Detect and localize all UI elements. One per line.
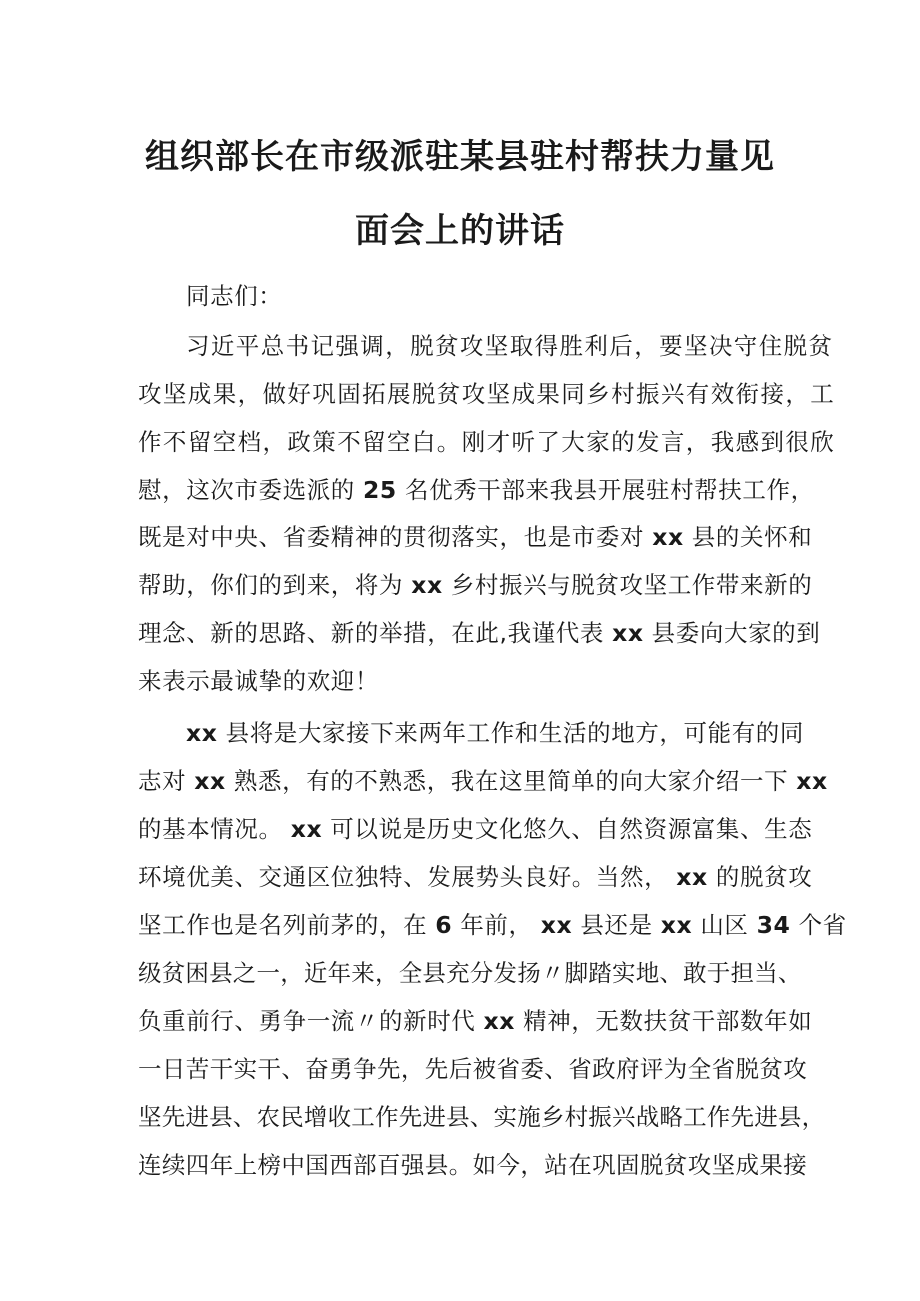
- body-line: 连续四年上榜中国西部百强县。如今，站在巩固脱贫攻坚成果接: [138, 1151, 808, 1179]
- text-run: 理念、新的思路、新的举措，在此,我谨代表: [138, 619, 604, 647]
- body-line: [138, 766, 828, 796]
- body-line: [138, 814, 812, 844]
- text-run: 乡村振兴与脱贫攻坚工作带来新的: [450, 571, 813, 599]
- placeholder-xx: xx: [411, 571, 443, 599]
- body-line: 作不留空档，政策不留空白。刚才听了大家的发言，我感到很欣: [138, 428, 836, 456]
- body-line: [138, 522, 812, 552]
- document-title-line-2: 面会上的讲话: [355, 211, 565, 251]
- body-line: 级贫困县之一，近年来，全县充分发扬〃脚踏实地、敢于担当、: [138, 959, 802, 987]
- placeholder-xx: xx: [194, 767, 226, 795]
- salutation: 同志们：: [186, 282, 283, 310]
- text-run: 慰，这次市委选派的: [138, 476, 355, 504]
- text-run: 坚工作也是名列前茅的，在: [138, 911, 428, 939]
- body-line: [138, 1006, 812, 1036]
- placeholder-xx: xx: [186, 719, 218, 747]
- placeholder-xx: xx: [483, 1007, 516, 1035]
- text-run: 既是对中央、省委精神的贯彻落实，也是市委对: [138, 523, 645, 551]
- placeholder-xx: xx: [660, 911, 693, 939]
- text-run: 的脱贫攻: [715, 863, 813, 891]
- text-run: 县的关怀和: [691, 523, 813, 551]
- body-line: 坚先进县、农民增收工作先进县、实施乡村振兴战略工作先进县，: [138, 1103, 826, 1131]
- placeholder-xx: xx: [290, 815, 323, 843]
- body-line: [138, 475, 815, 505]
- text-run: 负重前行、勇争一流〃的新时代: [138, 1007, 476, 1035]
- number-34: 34: [756, 911, 791, 939]
- text-run: 可以说是历史文化悠久、自然资源富集、生态: [330, 815, 813, 843]
- placeholder-xx: xx: [540, 911, 573, 939]
- body-line: 习近平总书记强调，脱贫攻坚取得胜利后，要坚决守住脱贫: [186, 332, 834, 360]
- body-line: 攻坚成果，做好巩固拓展脱贫攻坚成果同乡村振兴有效衔接，工: [138, 380, 836, 408]
- body-line: 来表示最诚挚的欢迎！: [138, 667, 379, 695]
- body-line: 一日苦干实干、奋勇争先，先后被省委、省政府评为全省脱贫攻: [138, 1055, 808, 1083]
- placeholder-xx: xx: [612, 619, 644, 647]
- text-run: 精神，无数扶贫干部数年如: [523, 1007, 813, 1035]
- body-line: [138, 910, 847, 940]
- text-run: 名优秀干部来我县开展驻村帮扶工作，: [404, 476, 815, 504]
- text-run: 年前，: [460, 911, 533, 939]
- text-run: 熟悉，有的不熟悉，我在这里简单的向大家介绍一下: [233, 767, 789, 795]
- text-run: 县委向大家的到: [651, 619, 821, 647]
- placeholder-xx: xx: [652, 523, 684, 551]
- body-line: [138, 570, 812, 600]
- placeholder-xx: xx: [796, 767, 828, 795]
- body-line: [138, 862, 812, 892]
- placeholder-xx: xx: [676, 863, 708, 891]
- text-run: 的基本情况。: [138, 815, 283, 843]
- text-run: 山区: [700, 911, 749, 939]
- text-run: 帮助，你们的到来，将为: [138, 571, 404, 599]
- text-run: 志对: [138, 767, 187, 795]
- number-6: 6: [435, 911, 453, 939]
- document-title-line-1: 组织部长在市级派驻某县驻村帮扶力量见: [145, 137, 775, 177]
- number-25: 25: [362, 476, 397, 504]
- text-run: 县将是大家接下来两年工作和生活的地方，可能有的同: [225, 719, 805, 747]
- text-run: 环境优美、交通区位独特、发展势头良好。当然，: [138, 863, 669, 891]
- body-line: [138, 618, 820, 648]
- text-run: 县还是: [580, 911, 653, 939]
- body-line: [186, 718, 804, 748]
- text-run: 个省: [798, 911, 847, 939]
